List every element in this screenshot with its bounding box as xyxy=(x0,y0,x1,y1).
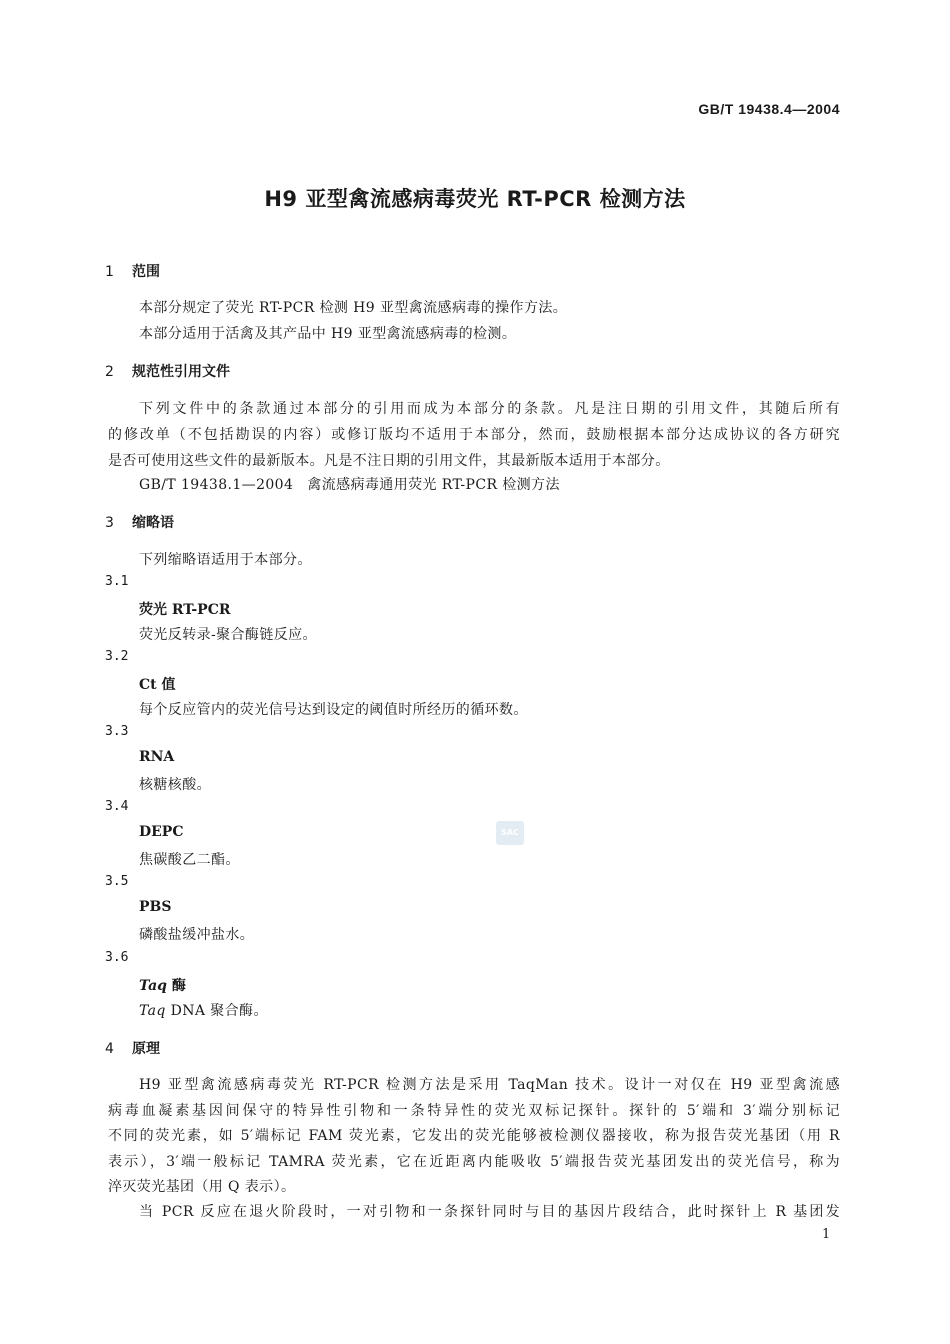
paragraph-line: 病毒血凝素基因间保守的特异性引物和一条特异性的荧光双标记探针。探针的 5′端和 3′端分别标记 xyxy=(108,1103,840,1119)
paragraph-line: 下列缩略语适用于本部分。 xyxy=(139,552,312,568)
definition: 焦碳酸乙二酯。 xyxy=(139,852,240,868)
paragraph-line: 当 PCR 反应在退火阶段时，一对引物和一条探针同时与目的基因片段结合，此时探针上 R 基团发 xyxy=(139,1204,840,1220)
term xyxy=(139,975,186,995)
section-heading-2 xyxy=(105,361,230,381)
reference-entry xyxy=(139,474,560,494)
term-italic: Taq xyxy=(139,978,167,994)
definition-italic: Taq xyxy=(139,1003,166,1019)
section-number: 1 xyxy=(105,264,114,280)
term: 荧光 RT-PCR xyxy=(139,602,231,618)
term: RNA xyxy=(139,749,175,765)
paragraph-line: 淬灭荧光基团（用 Q 表示）。 xyxy=(108,1179,296,1195)
paragraph-line: 本部分规定了荧光 RT-PCR 检测 H9 亚型禽流感病毒的操作方法。 xyxy=(139,300,568,316)
paragraph-line: H9 亚型禽流感病毒荧光 RT-PCR 检测方法是采用 TaqMan 技术。设计一对仅在 H9 亚型禽流感 xyxy=(139,1077,840,1093)
paragraph-line: 本部分适用于活禽及其产品中 H9 亚型禽流感病毒的检测。 xyxy=(139,326,517,342)
paragraph-line: 下列文件中的条款通过本部分的引用而成为本部分的条款。凡是注日期的引用文件，其随后所有 xyxy=(139,401,840,417)
subsection-number: 3.3 xyxy=(105,724,129,739)
subsection-number: 3.2 xyxy=(105,649,129,664)
section-number: 4 xyxy=(105,1041,114,1057)
section-heading-3 xyxy=(105,512,174,532)
section-number: 2 xyxy=(105,364,114,380)
paragraph-line: 是否可使用这些文件的最新版本。凡是不注日期的引用文件，其最新版本适用于本部分。 xyxy=(108,453,670,469)
term: Ct 值 xyxy=(139,677,176,693)
definition: 核糖核酸。 xyxy=(139,777,211,793)
paragraph-line: 的修改单（不包括勘误的内容）或修订版均不适用于本部分，然而，鼓励根据本部分达成协议的各方研究 xyxy=(108,427,840,443)
term: DEPC xyxy=(139,824,184,840)
subsection-number: 3.1 xyxy=(105,574,129,589)
subsection-number: 3.6 xyxy=(105,950,129,965)
reference-title: 禽流感病毒通用荧光 RT-PCR 检测方法 xyxy=(307,477,560,493)
subsection-number: 3.4 xyxy=(105,799,129,814)
section-heading-1 xyxy=(105,261,160,281)
section-heading-4 xyxy=(105,1038,160,1058)
section-title: 缩略语 xyxy=(132,515,174,531)
term-rest: 酶 xyxy=(166,978,186,994)
definition: 每个反应管内的荧光信号达到设定的阈值时所经历的循环数。 xyxy=(139,702,528,718)
section-title: 原理 xyxy=(132,1041,160,1057)
section-title: 规范性引用文件 xyxy=(132,364,230,380)
definition-rest: DNA 聚合酶。 xyxy=(165,1003,268,1019)
subsection-number: 3.5 xyxy=(105,874,129,889)
paragraph-line: 表示），3′端一般标记 TAMRA 荧光素，它在近距离内能吸收 5′端报告荧光基团发出的荧光信号，称为 xyxy=(108,1154,840,1170)
standard-code: GB/T 19438.4—2004 xyxy=(698,101,840,117)
document-title: H9 亚型禽流感病毒荧光 RT-PCR 检测方法 xyxy=(264,187,686,211)
definition xyxy=(139,1000,268,1020)
definition: 磷酸盐缓冲盐水。 xyxy=(139,927,255,943)
reference-code: GB/T 19438.1—2004 xyxy=(139,477,294,493)
term: PBS xyxy=(139,899,172,915)
section-title: 范围 xyxy=(132,264,160,280)
page-number: 1 xyxy=(822,1227,831,1242)
section-number: 3 xyxy=(105,515,114,531)
watermark-logo: SAC xyxy=(496,821,524,845)
definition: 荧光反转录-聚合酶链反应。 xyxy=(139,627,317,643)
paragraph-line: 不同的荧光素，如 5′端标记 FAM 荧光素，它发出的荧光能够被检测仪器接收，称为报告荧光基团（用 R xyxy=(108,1128,840,1144)
